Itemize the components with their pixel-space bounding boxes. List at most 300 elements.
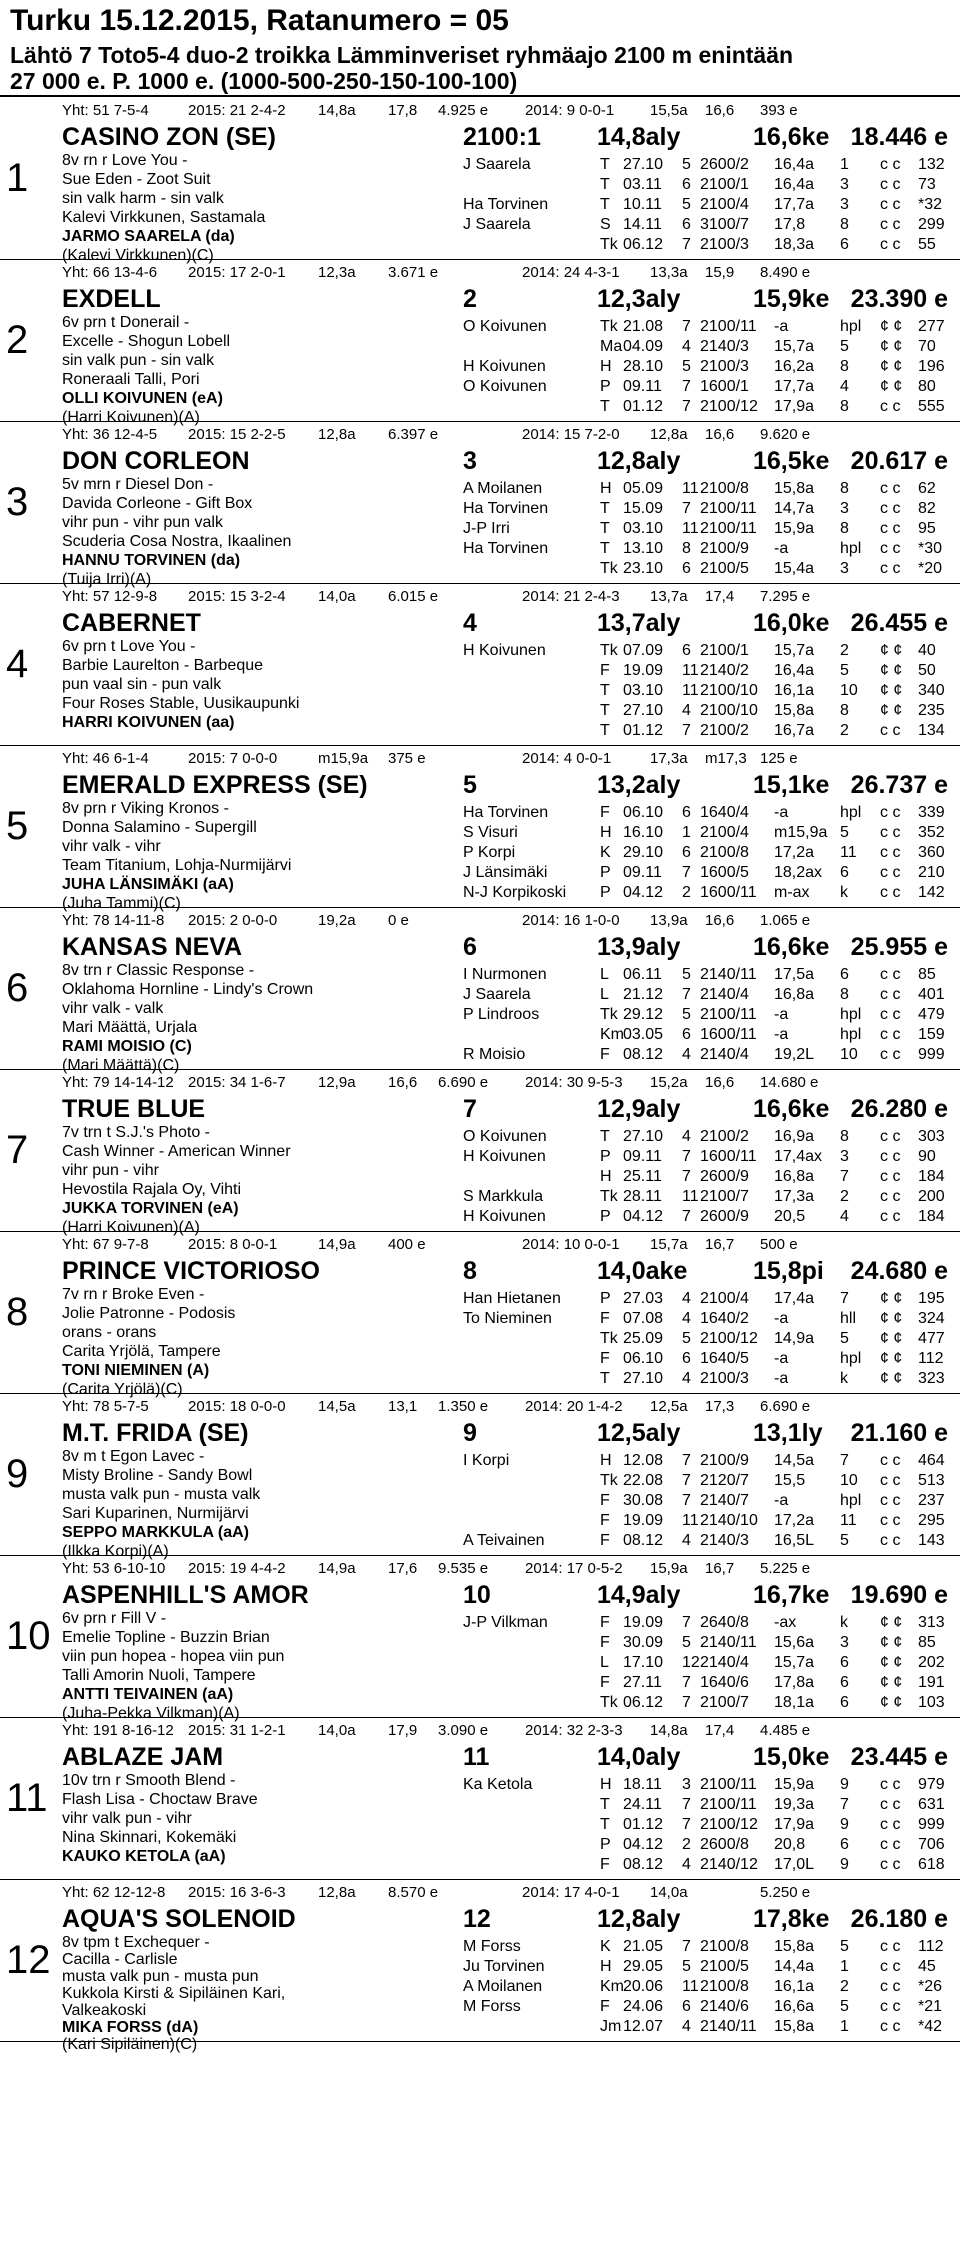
start-horse: *30 (918, 540, 943, 557)
start-dist: 2140/7 (700, 1492, 749, 1509)
start-pos: 6 (682, 642, 691, 659)
start-dist: 1640/4 (700, 804, 749, 821)
start-odds: c c (880, 1208, 901, 1225)
start-date: 21.08 (623, 318, 664, 335)
start-pos: 4 (682, 702, 691, 719)
total-earnings: 25.955 e (850, 933, 948, 961)
start-date: 27.10 (623, 1128, 664, 1145)
start-time: 15,7a (774, 1654, 815, 1671)
start-odds: c c (880, 722, 901, 739)
stat-value: 400 e (388, 1236, 426, 1253)
stat-value: 2015: 17 2-0-1 (188, 264, 286, 281)
start-driver: S Visuri (463, 824, 518, 841)
start-track: T (600, 1816, 610, 1833)
start-odds: c c (880, 196, 901, 213)
start-dist: 2140/11 (700, 1634, 757, 1651)
start-odds: c c (880, 1836, 901, 1853)
start-pos: 6 (682, 804, 691, 821)
driver-name: HARRI KOIVUNEN (aa) (62, 714, 235, 731)
start-odds: c c (880, 1796, 901, 1813)
start-place: 6 (840, 236, 849, 253)
stat-value: 2015: 21 2-4-2 (188, 102, 286, 119)
start-track: H (600, 480, 612, 497)
start-pos: 5 (682, 196, 691, 213)
start-place: 6 (840, 1674, 849, 1691)
stat-value: 4.485 e (760, 1722, 811, 1739)
start-place: 5 (840, 662, 849, 679)
start-time: 16,8a (774, 986, 815, 1003)
start-dist: 2640/8 (700, 1614, 749, 1631)
driver-name: RAMI MOISIO (C) (62, 1038, 192, 1055)
start-place: 5 (840, 338, 849, 355)
start-time: 16,8a (774, 1168, 815, 1185)
info-line: Scuderia Cosa Nostra, Ikaalinen (62, 533, 292, 550)
program-number: 3 (6, 480, 29, 524)
program-number: 4 (6, 642, 29, 686)
start-time: 17,9a (774, 1816, 815, 1833)
start-dist: 2120/7 (700, 1472, 749, 1489)
stat-value: m17,3 (705, 750, 747, 767)
start-dist: 2600/9 (700, 1168, 749, 1185)
stat-value: 7.295 e (760, 588, 811, 605)
stat-value: 12,8a (650, 426, 688, 443)
start-pos: 11 (682, 1978, 699, 1995)
post-position: 2 (463, 285, 477, 313)
start-pos: 7 (682, 1208, 691, 1225)
average-time: 15,8pi (753, 1257, 824, 1285)
start-pos: 7 (682, 1816, 691, 1833)
start-pos: 1 (682, 824, 691, 841)
info-line: vihr valk pun - vihr (62, 1810, 192, 1827)
info-line: Emelie Topline - Buzzin Brian (62, 1629, 270, 1646)
start-odds: c c (880, 1472, 901, 1489)
start-place: hpl (840, 804, 862, 821)
horse-entry (0, 1880, 960, 2053)
start-date: 21.12 (623, 986, 664, 1003)
start-time: 15,5 (774, 1472, 806, 1489)
start-odds: c c (880, 1512, 901, 1529)
start-odds: ¢ ¢ (880, 1350, 903, 1367)
info-line: 7v trn t S.J.'s Photo - (62, 1124, 210, 1141)
start-horse: 277 (918, 318, 945, 335)
start-driver: J-P Vilkman (463, 1614, 548, 1631)
start-time: 18,1a (774, 1694, 815, 1711)
start-dist: 2100/8 (700, 480, 749, 497)
best-record: 13,2aly (597, 771, 681, 799)
start-odds: c c (880, 2018, 901, 2035)
start-date: 14.11 (623, 216, 662, 233)
start-pos: 11 (682, 682, 699, 699)
start-place: 8 (840, 216, 849, 233)
stat-value: 15,9 (705, 264, 735, 281)
start-track: P (600, 1208, 611, 1225)
stat-value: 1.065 e (760, 912, 811, 929)
total-earnings: 24.680 e (850, 1257, 948, 1285)
stat-value: 3.090 e (438, 1722, 489, 1739)
total-earnings: 26.455 e (850, 609, 948, 637)
race-title: Turku 15.12.2015, Ratanumero = 05 (10, 4, 509, 37)
start-pos: 7 (682, 1492, 691, 1509)
info-line: Sari Kuparinen, Nurmijärvi (62, 1505, 249, 1522)
start-date: 06.10 (623, 1350, 664, 1367)
start-horse: 82 (918, 500, 936, 517)
info-line: Cacilla - Carlisle (62, 1951, 178, 1968)
start-track: P (600, 378, 611, 395)
start-dist: 2140/4 (700, 1046, 749, 1063)
info-line: Davida Corleone - Gift Box (62, 495, 253, 512)
total-earnings: 26.280 e (850, 1095, 948, 1123)
start-track: Tk (600, 1330, 618, 1347)
start-dist: 2100/5 (700, 1958, 749, 1975)
start-time: 16,1a (774, 682, 815, 699)
start-driver: Ha Torvinen (463, 196, 549, 213)
driver-name: ANTTI TEIVAINEN (aA) (62, 1686, 234, 1703)
driver-name: HANNU TORVINEN (da) (62, 552, 241, 569)
info-line: (Mari Määttä)(C) (62, 1057, 180, 1074)
start-place: 8 (840, 702, 849, 719)
start-time: -a (774, 1310, 789, 1327)
stat-value: 17,4 (705, 1722, 735, 1739)
stat-value: 8.490 e (760, 264, 811, 281)
start-horse: 352 (918, 824, 945, 841)
start-odds: ¢ ¢ (880, 642, 903, 659)
start-time: 15,8a (774, 1938, 815, 1955)
driver-name: MIKA FORSS (dA) (62, 2019, 199, 2036)
start-date: 03.10 (623, 682, 664, 699)
start-pos: 7 (682, 986, 691, 1003)
start-track: H (600, 1776, 612, 1793)
start-horse: 70 (918, 338, 936, 355)
start-pos: 7 (682, 318, 691, 335)
start-date: 18.11 (623, 1776, 662, 1793)
average-time: 16,7ke (753, 1581, 830, 1609)
start-horse: 85 (918, 966, 936, 983)
horse-name: PRINCE VICTORIOSO (62, 1257, 320, 1285)
start-track: P (600, 884, 611, 901)
start-pos: 3 (682, 1776, 691, 1793)
start-track: F (600, 1998, 610, 2015)
stat-value: 2015: 15 2-2-5 (188, 426, 286, 443)
start-time: 16,5L (774, 1532, 815, 1549)
start-dist: 2100/9 (700, 540, 749, 557)
start-odds: c c (880, 1958, 901, 1975)
start-date: 29.12 (623, 1006, 664, 1023)
start-odds: c c (880, 844, 901, 861)
total-earnings: 26.180 e (850, 1905, 948, 1933)
start-track: K (600, 1938, 611, 1955)
start-dist: 2100/7 (700, 1694, 749, 1711)
start-time: 15,8a (774, 702, 815, 719)
start-pos: 6 (682, 176, 691, 193)
info-line: 8v tpm t Exchequer - (62, 1934, 210, 1951)
start-time: -a (774, 804, 789, 821)
start-dist: 2100/11 (700, 500, 757, 517)
stat-value: 14,8a (318, 102, 356, 119)
start-odds: c c (880, 884, 901, 901)
start-place: 10 (840, 682, 858, 699)
info-line: musta valk pun - musta valk (62, 1486, 261, 1503)
start-time: m15,9a (774, 824, 828, 841)
driver-name: JUHA LÄNSIMÄKI (aA) (62, 876, 234, 893)
stat-value: 16,6 (705, 426, 735, 443)
info-line: 10v trn r Smooth Blend - (62, 1772, 236, 1789)
start-pos: 6 (682, 216, 691, 233)
start-pos: 6 (682, 1998, 691, 2015)
program-number: 12 (6, 1938, 51, 1982)
stat-value: m15,9a (318, 750, 369, 767)
start-driver: A Moilanen (463, 1978, 543, 1995)
start-date: 27.03 (623, 1290, 664, 1307)
start-pos: 7 (682, 500, 691, 517)
start-date: 04.09 (623, 338, 664, 355)
start-date: 25.09 (623, 1330, 664, 1347)
stat-value: 17,8 (388, 102, 418, 119)
start-place: 2 (840, 1978, 849, 1995)
start-track: F (600, 662, 610, 679)
start-time: 17,2a (774, 1512, 815, 1529)
info-line: Jolie Patronne - Podosis (62, 1305, 236, 1322)
start-date: 19.09 (623, 1512, 664, 1529)
stat-value: 0 e (388, 912, 409, 929)
start-dist: 2100/8 (700, 844, 749, 861)
start-dist: 1640/2 (700, 1310, 749, 1327)
start-track: T (600, 1128, 610, 1145)
start-dist: 2600/8 (700, 1836, 749, 1853)
stat-value: Yht: 46 6-1-4 (62, 750, 149, 767)
start-odds: ¢ ¢ (880, 702, 903, 719)
start-place: 9 (840, 1856, 849, 1873)
start-pos: 11 (682, 1188, 699, 1205)
start-dist: 2600/9 (700, 1208, 749, 1225)
start-pos: 6 (682, 560, 691, 577)
start-horse: 112 (918, 1938, 944, 1955)
start-pos: 7 (682, 864, 691, 881)
start-horse: 555 (918, 398, 945, 415)
stat-value: Yht: 57 12-9-8 (62, 588, 158, 605)
start-odds: ¢ ¢ (880, 318, 903, 335)
start-dist: 2100/7 (700, 1188, 749, 1205)
start-date: 24.06 (623, 1998, 664, 2015)
start-track: T (600, 1796, 610, 1813)
start-track: T (600, 500, 610, 517)
start-date: 03.10 (623, 520, 664, 537)
start-horse: 706 (918, 1836, 945, 1853)
start-time: 20,5 (774, 1208, 806, 1225)
start-dist: 1600/1 (700, 378, 749, 395)
horse-entry (0, 746, 960, 912)
start-track: P (600, 1148, 611, 1165)
start-driver: J Länsimäki (463, 864, 548, 881)
start-date: 06.12 (623, 236, 664, 253)
best-record: 13,9aly (597, 933, 681, 961)
start-track: T (600, 540, 610, 557)
start-date: 12.07 (623, 2018, 664, 2035)
stat-value: 16,6 (388, 1074, 418, 1091)
start-place: 8 (840, 480, 849, 497)
horse-entry (0, 422, 960, 588)
start-odds: c c (880, 236, 901, 253)
start-place: hpl (840, 1492, 862, 1509)
start-track: T (600, 1370, 610, 1387)
race-prizes: 27 000 e. P. 1000 e. (1000-500-250-150-100-100) (10, 68, 518, 94)
start-pos: 11 (682, 1512, 699, 1529)
start-time: 17,9a (774, 398, 815, 415)
average-time: 15,0ke (753, 1743, 830, 1771)
stat-value: 500 e (760, 1236, 798, 1253)
start-driver: H Koivunen (463, 1148, 546, 1165)
start-track: Ma (600, 338, 623, 355)
stat-value: 16,6 (705, 102, 735, 119)
start-odds: c c (880, 1776, 901, 1793)
start-driver: Ha Torvinen (463, 804, 549, 821)
start-date: 06.10 (623, 804, 664, 821)
info-line: Kukkola Kirsti & Sipiläinen Kari, (62, 1985, 286, 2002)
start-track: L (600, 986, 609, 1003)
stat-value: 16,6 (705, 1074, 735, 1091)
start-driver: J Saarela (463, 216, 531, 233)
start-time: 16,4a (774, 662, 815, 679)
horse-name: CABERNET (62, 609, 201, 637)
start-time: -a (774, 1006, 789, 1023)
info-line: Barbie Laurelton - Barbeque (62, 657, 264, 674)
start-odds: c c (880, 824, 901, 841)
start-place: 3 (840, 1634, 849, 1651)
average-time: 16,6ke (753, 933, 830, 961)
start-time: 17,2a (774, 844, 815, 861)
start-date: 01.12 (623, 398, 664, 415)
stat-value: 6.690 e (438, 1074, 489, 1091)
start-odds: c c (880, 480, 901, 497)
start-time: 20,8 (774, 1836, 806, 1853)
info-line: Roneraali Talli, Pori (62, 371, 200, 388)
start-time: 16,1a (774, 1978, 815, 1995)
stat-value: 2015: 31 1-2-1 (188, 1722, 286, 1739)
start-horse: 479 (918, 1006, 945, 1023)
stat-value: Yht: 51 7-5-4 (62, 102, 149, 119)
start-track: H (600, 824, 612, 841)
start-date: 13.10 (623, 540, 664, 557)
stat-value: 393 e (760, 102, 798, 119)
stat-value: 2014: 30 9-5-3 (525, 1074, 623, 1091)
horse-name: M.T. FRIDA (SE) (62, 1419, 249, 1447)
start-track: H (600, 1958, 612, 1975)
start-time: 18,2ax (774, 864, 823, 881)
race-description: Lähtö 7 Toto5-4 duo-2 troikka Lämminveriset ryhmäajo 2100 m enintään (10, 42, 794, 68)
start-horse: 112 (918, 1350, 944, 1367)
start-time: -a (774, 1026, 789, 1043)
start-dist: 2100/2 (700, 1128, 749, 1145)
start-pos: 6 (682, 1026, 691, 1043)
start-place: 6 (840, 1654, 849, 1671)
start-track: F (600, 1046, 610, 1063)
stat-value: 17,9 (388, 1722, 418, 1739)
start-dist: 2100/12 (700, 1816, 758, 1833)
start-date: 08.12 (623, 1856, 664, 1873)
info-line: 5v mrn r Diesel Don - (62, 476, 214, 493)
start-date: 27.10 (623, 1370, 664, 1387)
start-date: 30.08 (623, 1492, 664, 1509)
best-record: 14,9aly (597, 1581, 681, 1609)
start-odds: c c (880, 156, 901, 173)
stat-value: 13,3a (650, 264, 688, 281)
start-dist: 2100/3 (700, 358, 749, 375)
start-date: 08.12 (623, 1046, 664, 1063)
start-pos: 2 (682, 884, 691, 901)
start-time: 15,7a (774, 642, 815, 659)
post-position: 12 (463, 1905, 491, 1933)
info-line: 8v m t Egon Lavec - (62, 1448, 205, 1465)
info-line: Cash Winner - American Winner (62, 1143, 291, 1160)
stat-value: 2014: 20 1-4-2 (525, 1398, 623, 1415)
start-date: 09.11 (623, 1148, 662, 1165)
start-odds: ¢ ¢ (880, 1634, 903, 1651)
start-driver: N-J Korpikoski (463, 884, 567, 901)
start-place: 8 (840, 986, 849, 1003)
start-dist: 2100/12 (700, 398, 758, 415)
start-place: 3 (840, 176, 849, 193)
start-horse: 95 (918, 520, 936, 537)
driver-name: TONI NIEMINEN (A) (62, 1362, 210, 1379)
start-dist: 2100/11 (700, 520, 757, 537)
start-horse: 477 (918, 1330, 945, 1347)
start-track: Tk (600, 642, 618, 659)
start-time: 14,9a (774, 1330, 815, 1347)
start-place: 8 (840, 358, 849, 375)
start-dist: 2140/11 (700, 966, 757, 983)
stat-value: 13,1 (388, 1398, 418, 1415)
start-pos: 4 (682, 338, 691, 355)
start-place: 6 (840, 966, 849, 983)
start-place: 6 (840, 864, 849, 881)
horse-name: ASPENHILL'S AMOR (62, 1581, 309, 1609)
start-horse: *32 (918, 196, 943, 213)
info-line: Misty Broline - Sandy Bowl (62, 1467, 253, 1484)
info-line: (Juha Tammi)(C) (62, 895, 181, 912)
start-date: 20.06 (623, 1978, 664, 1995)
stat-value: 2014: 16 1-0-0 (522, 912, 620, 929)
stat-value: 14.680 e (760, 1074, 819, 1091)
start-place: 10 (840, 1046, 858, 1063)
start-track: S (600, 216, 611, 233)
start-time: 16,9a (774, 1128, 815, 1145)
start-driver: M Forss (463, 1938, 521, 1955)
info-line: Flash Lisa - Choctaw Brave (62, 1791, 258, 1808)
start-horse: *20 (918, 560, 943, 577)
start-pos: 5 (682, 358, 691, 375)
start-pos: 7 (682, 1938, 691, 1955)
start-pos: 7 (682, 1168, 691, 1185)
start-odds: ¢ ¢ (880, 1674, 903, 1691)
info-line: vihr pun - vihr pun valk (62, 514, 223, 531)
stat-value: 2014: 32 2-3-3 (525, 1722, 623, 1739)
start-driver: H Koivunen (463, 642, 546, 659)
start-time: 17,8a (774, 1674, 815, 1691)
start-driver: J Saarela (463, 156, 531, 173)
post-position: 5 (463, 771, 477, 799)
start-place: 1 (840, 2018, 849, 2035)
start-odds: ¢ ¢ (880, 338, 903, 355)
start-odds: c c (880, 1938, 901, 1955)
start-driver: P Lindroos (463, 1006, 540, 1023)
horse-entry (0, 908, 960, 1074)
info-line: Excelle - Shogun Lobell (62, 333, 231, 350)
start-date: 16.10 (623, 824, 664, 841)
start-pos: 7 (682, 1452, 691, 1469)
info-line: 8v prn r Viking Kronos - (62, 800, 229, 817)
start-dist: 2140/2 (700, 662, 749, 679)
start-track: Tk (600, 1188, 618, 1205)
start-dist: 3100/7 (700, 216, 749, 233)
